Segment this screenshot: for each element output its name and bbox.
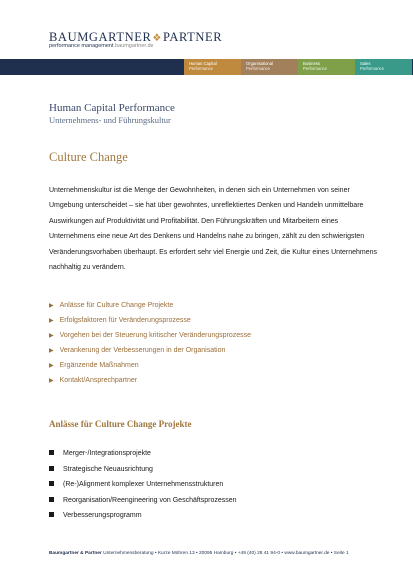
section-heading-anlaesse: Anlässe für Culture Change Projekte [49, 419, 192, 429]
list-item-label: Reorganisation/Reengineering von Geschäftsprozessen [63, 496, 237, 504]
nav-tab-sublabel: Performance [246, 66, 270, 71]
link-anlaesse[interactable] [49, 298, 251, 313]
link-label: Verankerung der Verbesserungen in der Organisation [59, 347, 226, 354]
nav-tab-sublabel: Performance [189, 66, 213, 71]
section-subtitle: Unternehmens- und Führungskultur [49, 115, 171, 125]
link-verankerung[interactable] [49, 343, 251, 358]
link-arrow-icon: ▶ [49, 378, 54, 384]
list-item [49, 493, 237, 509]
logo-text-left: BAUMGARTNER [49, 30, 152, 44]
logo-diamond-icon: ❖ [152, 33, 162, 44]
link-arrow-icon: ▶ [49, 303, 54, 309]
intro-paragraph: Unternehmenskultur ist die Menge der Gewohnheiten, in denen sich ein Unternehmen von seiner Umgebung unterscheidet – sie hat über gewohntes, unreflektiertes Denken und Handeln unmittelbare Auswirkungen auf Produktivität und Profitabilität. Den Führungskräften und Mitarbeitern eines Unternehmens eine neue Art des Denkens und Handelns nahe zu bringen, zählt zu den schwierigsten Veränderungsvorhaben überhaupt. Es erfordert sehr viel Energie und Zeit, die Kultur eines Unternehmens nachhaltig zu verändern. [49, 187, 378, 272]
bullet-list [49, 446, 237, 524]
bullet-square-icon [49, 450, 54, 455]
link-kontakt[interactable] [49, 373, 251, 388]
list-item [49, 508, 237, 524]
link-label: Ergänzende Maßnahmen [59, 362, 139, 369]
list-item-label: Verbesserungsprogramm [63, 512, 142, 519]
page-title: Culture Change [49, 150, 128, 164]
link-massnahmen[interactable] [49, 358, 251, 373]
nav-tab-business[interactable] [298, 59, 355, 75]
link-label: Erfolgsfaktoren für Veränderungsprozesse [59, 317, 191, 324]
top-navbar [0, 59, 413, 75]
anchor-link-list [49, 298, 251, 388]
footer-details: Unternehmensberatung • Kurze Mühren 13 • 20095 Hamburg • +49 (40) 28 41 94-0 • www.baumgartner.de • Seite 1 [101, 551, 349, 556]
nav-tab-label: Sales [360, 61, 371, 66]
list-item [49, 446, 237, 462]
bullet-square-icon [49, 481, 54, 486]
link-label: Kontakt/Ansprechpartner [59, 377, 138, 384]
section-title: Human Capital Performance [49, 102, 175, 114]
tagline-domain: baumgartner.de [115, 43, 154, 49]
link-arrow-icon: ▶ [49, 363, 54, 369]
nav-tab-sublabel: Performance [303, 66, 327, 71]
link-label: Vorgehen bei der Steuerung kritischer Veränderungsprozesse [59, 332, 252, 339]
link-erfolgsfaktoren[interactable] [49, 313, 251, 328]
list-item-label: (Re-)Alignment komplexer Unternehmensstrukturen [63, 481, 224, 488]
bullet-square-icon [49, 512, 54, 517]
nav-tab-label: Organisational [246, 61, 274, 66]
navbar-spacer [0, 59, 184, 75]
nav-tab-human-capital[interactable] [184, 59, 241, 75]
link-arrow-icon: ▶ [49, 333, 54, 339]
link-arrow-icon: ▶ [49, 318, 54, 324]
tagline [49, 43, 154, 49]
page-footer [49, 551, 349, 556]
link-vorgehen[interactable] [49, 328, 251, 343]
bullet-square-icon [49, 497, 54, 502]
list-item [49, 462, 237, 478]
list-item [49, 477, 237, 493]
nav-tab-organisational[interactable] [241, 59, 298, 75]
tagline-text: performance management [49, 43, 114, 49]
list-item-label: Strategische Neuausrichtung [63, 465, 153, 473]
list-item-label: Merger-/Integrationsprojekte [63, 450, 151, 457]
nav-tab-sales[interactable] [355, 59, 412, 75]
nav-tab-sublabel: Performance [360, 66, 384, 71]
bullet-square-icon [49, 466, 54, 471]
footer-company: Baumgartner & Partner [49, 551, 102, 556]
link-arrow-icon: ▶ [49, 348, 54, 354]
link-label: Anlässe für Culture Change Projekte [59, 302, 174, 309]
nav-tab-label: Business [303, 61, 320, 66]
nav-tab-label: Human Capital [189, 61, 217, 66]
logo-text-right: PARTNER [162, 30, 223, 44]
